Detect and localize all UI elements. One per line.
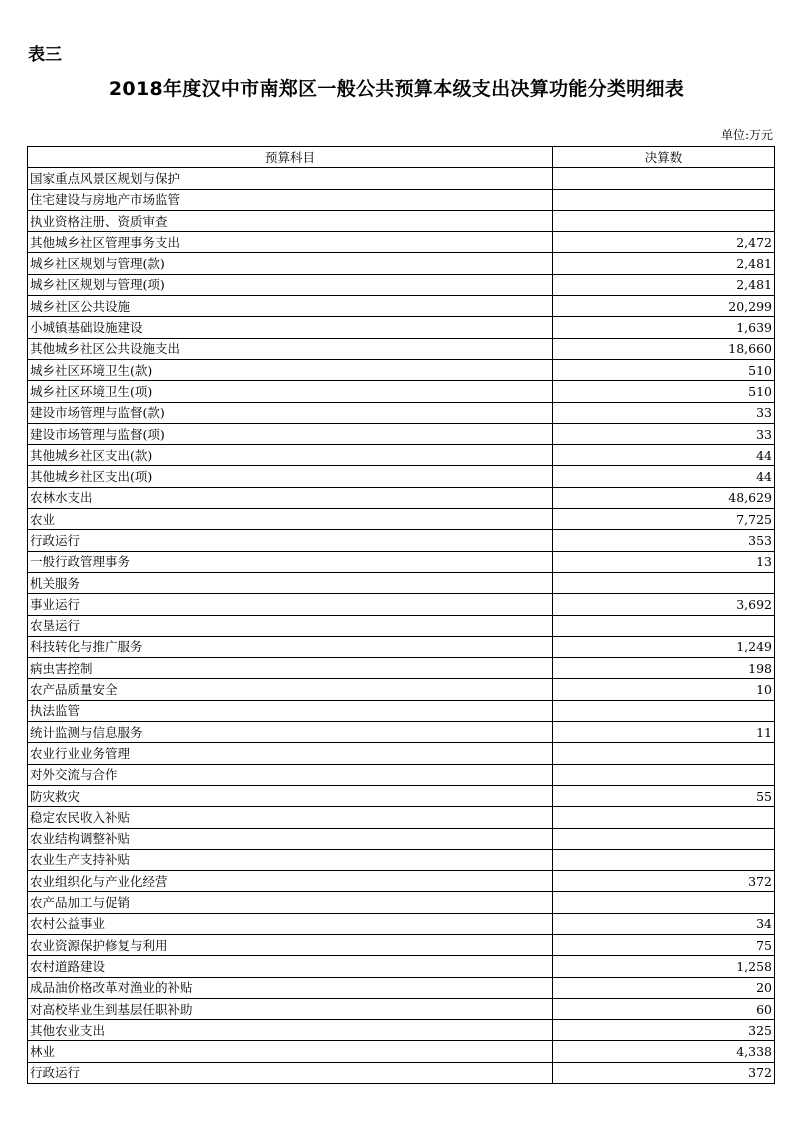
row-subject: 其他城乡社区支出(款) [28,445,553,466]
row-amount [553,210,775,231]
row-amount [553,807,775,828]
row-amount: 44 [553,445,775,466]
row-subject: 成品油价格改革对渔业的补贴 [28,977,553,998]
row-subject: 农业行业业务管理 [28,743,553,764]
row-subject: 农村道路建设 [28,956,553,977]
row-amount: 2,472 [553,232,775,253]
row-subject: 病虫害控制 [28,658,553,679]
row-subject: 执法监管 [28,700,553,721]
row-amount [553,849,775,870]
table-row [28,551,775,572]
row-subject: 行政运行 [28,530,553,551]
table-row [28,402,775,423]
row-subject: 农业结构调整补贴 [28,828,553,849]
table-row [28,338,775,359]
row-subject: 一般行政管理事务 [28,551,553,572]
row-amount: 372 [553,871,775,892]
row-subject: 农村公益事业 [28,913,553,934]
table-row [28,956,775,977]
row-subject: 其他城乡社区支出(项) [28,466,553,487]
document-title: 2018年度汉中市南郑区一般公共预算本级支出决算功能分类明细表 [108,78,685,100]
table-row [28,1062,775,1083]
row-amount: 1,258 [553,956,775,977]
row-amount [553,168,775,189]
row-amount: 3,692 [553,594,775,615]
row-subject: 农产品加工与促销 [28,892,553,913]
row-amount: 1,639 [553,317,775,338]
table-row [28,977,775,998]
table-row [28,487,775,508]
table-row [28,572,775,593]
table-row [28,232,775,253]
table-row [28,530,775,551]
table-row [28,679,775,700]
table-row [28,913,775,934]
row-amount: 325 [553,1020,775,1041]
table-label: 表三 [28,45,62,65]
row-subject: 城乡社区规划与管理(项) [28,274,553,295]
row-subject: 执业资格注册、资质审查 [28,210,553,231]
row-subject: 其他城乡社区公共设施支出 [28,338,553,359]
row-amount: 55 [553,785,775,806]
row-subject: 城乡社区环境卫生(项) [28,381,553,402]
header-budget-subject: 预算科目 [28,147,553,168]
row-amount: 4,338 [553,1041,775,1062]
table-row [28,359,775,380]
row-amount: 33 [553,402,775,423]
row-subject: 国家重点风景区规划与保护 [28,168,553,189]
row-amount: 34 [553,913,775,934]
table-row [28,466,775,487]
row-subject: 其他城乡社区管理事务支出 [28,232,553,253]
row-amount: 20,299 [553,296,775,317]
row-subject: 农林水支出 [28,487,553,508]
table-row [28,445,775,466]
row-amount [553,743,775,764]
row-subject: 农产品质量安全 [28,679,553,700]
table-row [28,296,775,317]
table-row [28,509,775,530]
row-amount [553,572,775,593]
table-row [28,423,775,444]
row-subject: 城乡社区规划与管理(款) [28,253,553,274]
row-amount: 2,481 [553,274,775,295]
row-subject: 机关服务 [28,572,553,593]
row-amount: 510 [553,381,775,402]
row-amount: 13 [553,551,775,572]
table-row [28,168,775,189]
table-row [28,594,775,615]
table-row [28,658,775,679]
table-row [28,381,775,402]
row-subject: 小城镇基础设施建设 [28,317,553,338]
row-subject: 农垦运行 [28,615,553,636]
row-subject: 行政运行 [28,1062,553,1083]
row-subject: 农业生产支持补贴 [28,849,553,870]
table-row [28,807,775,828]
row-subject: 农业 [28,509,553,530]
table-row [28,317,775,338]
row-subject: 城乡社区环境卫生(款) [28,359,553,380]
table-row [28,764,775,785]
row-amount [553,764,775,785]
row-amount: 372 [553,1062,775,1083]
row-subject: 统计监测与信息服务 [28,722,553,743]
row-subject: 对高校毕业生到基层任职补助 [28,998,553,1019]
table-row [28,785,775,806]
table-row [28,722,775,743]
row-amount: 10 [553,679,775,700]
row-amount: 18,660 [553,338,775,359]
row-amount: 353 [553,530,775,551]
table-row [28,849,775,870]
row-subject: 防灾救灾 [28,785,553,806]
row-subject: 林业 [28,1041,553,1062]
row-subject: 事业运行 [28,594,553,615]
table-row [28,998,775,1019]
row-amount: 20 [553,977,775,998]
table-row [28,934,775,955]
table-row [28,189,775,210]
header-final-amount: 决算数 [553,147,775,168]
row-amount: 33 [553,423,775,444]
budget-table [27,146,775,1084]
row-subject: 建设市场管理与监督(项) [28,423,553,444]
table-row [28,743,775,764]
table-row [28,1020,775,1041]
row-amount: 60 [553,998,775,1019]
row-subject: 其他农业支出 [28,1020,553,1041]
table-row [28,210,775,231]
row-amount: 44 [553,466,775,487]
row-amount: 11 [553,722,775,743]
row-amount: 2,481 [553,253,775,274]
row-amount [553,700,775,721]
table-row [28,892,775,913]
row-subject: 对外交流与合作 [28,764,553,785]
row-amount: 48,629 [553,487,775,508]
row-amount: 1,249 [553,636,775,657]
row-subject: 科技转化与推广服务 [28,636,553,657]
table-row [28,253,775,274]
row-amount: 75 [553,934,775,955]
row-amount [553,892,775,913]
table-header-row [28,147,775,168]
row-amount [553,828,775,849]
table-row [28,615,775,636]
table-row [28,700,775,721]
table-row [28,1041,775,1062]
row-amount [553,615,775,636]
row-subject: 农业组织化与产业化经营 [28,871,553,892]
row-amount: 198 [553,658,775,679]
table-row [28,828,775,849]
row-subject: 住宅建设与房地产市场监管 [28,189,553,210]
row-subject: 农业资源保护修复与利用 [28,934,553,955]
table-row [28,636,775,657]
row-subject: 建设市场管理与监督(款) [28,402,553,423]
unit-label: 单位:万元 [720,128,773,142]
row-amount: 510 [553,359,775,380]
row-amount [553,189,775,210]
row-subject: 城乡社区公共设施 [28,296,553,317]
table-body [28,168,775,1084]
row-amount: 7,725 [553,509,775,530]
table-row [28,274,775,295]
row-subject: 稳定农民收入补贴 [28,807,553,828]
table-row [28,871,775,892]
